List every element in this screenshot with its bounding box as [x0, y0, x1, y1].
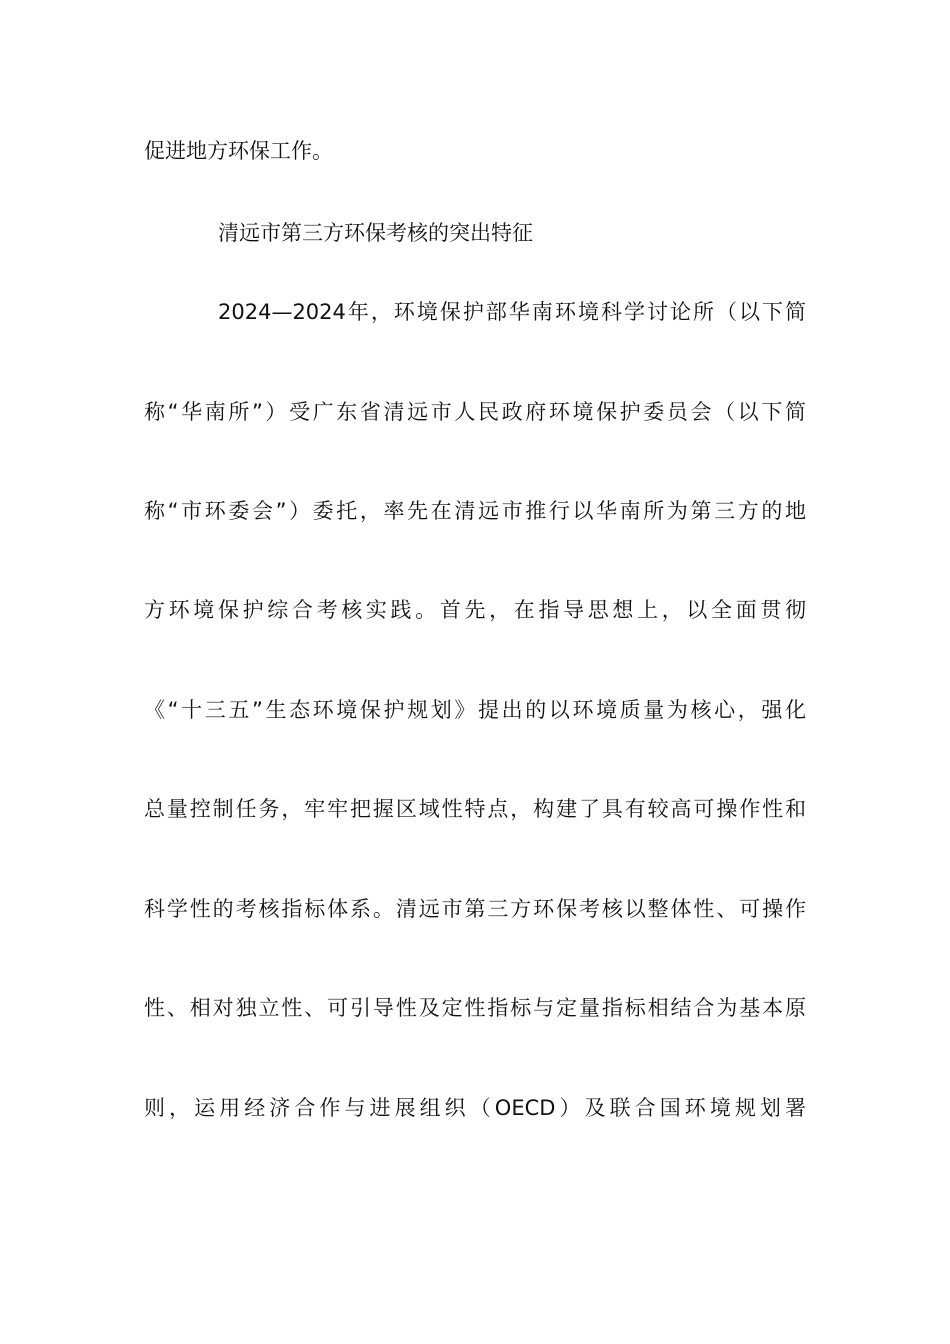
paragraph-line-1: 2024—2024年，环境保护部华南环境科学讨论所（以下简 [218, 300, 806, 324]
paragraph-line-4: 方环境保护综合考核实践。首先，在指导思想上，以全面贯彻 [144, 598, 806, 622]
paragraph-line-8: 性、相对独立性、可引导性及定性指标与定量指标相结合为基本原 [144, 996, 806, 1020]
paragraph-line-5: 《“十三五”生态环境保护规划》提出的以环境质量为核心，强化 [144, 698, 806, 722]
section-heading: 清远市第三方环保考核的突出特征 [218, 221, 533, 245]
paragraph-line-6: 总量控制任务，牢牢把握区域性特点，构建了具有较高可操作性和 [144, 797, 806, 821]
paragraph-tail-line: 促进地方环保工作。 [144, 139, 333, 163]
paragraph-line-2: 称“华南所”）受广东省清远市人民政府环境保护委员会（以下简 [144, 400, 806, 424]
paragraph-line-9: 则，运用经济合作与进展组织（OECD）及联合国环境规划署 [144, 1096, 806, 1120]
paragraph-line-7: 科学性的考核指标体系。清远市第三方环保考核以整体性、可操作 [144, 897, 806, 921]
paragraph-line-3: 称“市环委会”）委托，率先在清远市推行以华南所为第三方的地 [144, 499, 806, 523]
